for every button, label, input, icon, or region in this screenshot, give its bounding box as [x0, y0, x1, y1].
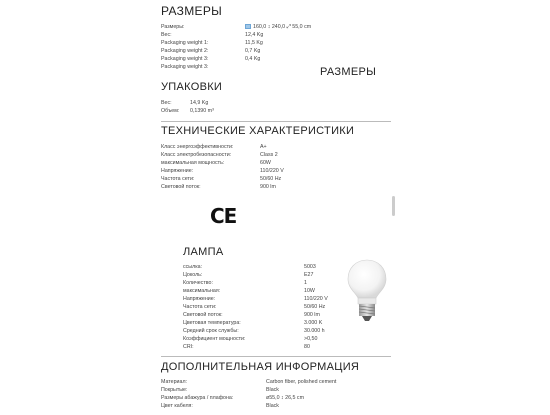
- scrollbar-thumb[interactable]: [392, 196, 395, 216]
- lamp-title: ЛАМПА: [183, 246, 224, 258]
- row-value: 160,0 ↕ 240,0 ⤢ 55,0 cm: [253, 24, 312, 30]
- dimensions-icon: [245, 24, 251, 29]
- packaging-title: УПАКОВКИ: [161, 81, 223, 93]
- light-bulb-icon: [346, 258, 388, 324]
- dimensions-title: РАЗМЕРЫ: [161, 4, 223, 18]
- divider: [161, 356, 391, 357]
- ce-mark-icon: CE: [210, 204, 237, 228]
- row-label: Размеры:: [161, 24, 185, 30]
- divider: [161, 121, 391, 122]
- extra-title: ДОПОЛНИТЕЛЬНАЯ ИНФОРМАЦИЯ: [161, 361, 360, 373]
- dimensions-side-title: РАЗМЕРЫ: [320, 66, 377, 78]
- tech-title: ТЕХНИЧЕСКИЕ ХАРАКТЕРИСТИКИ: [161, 125, 355, 137]
